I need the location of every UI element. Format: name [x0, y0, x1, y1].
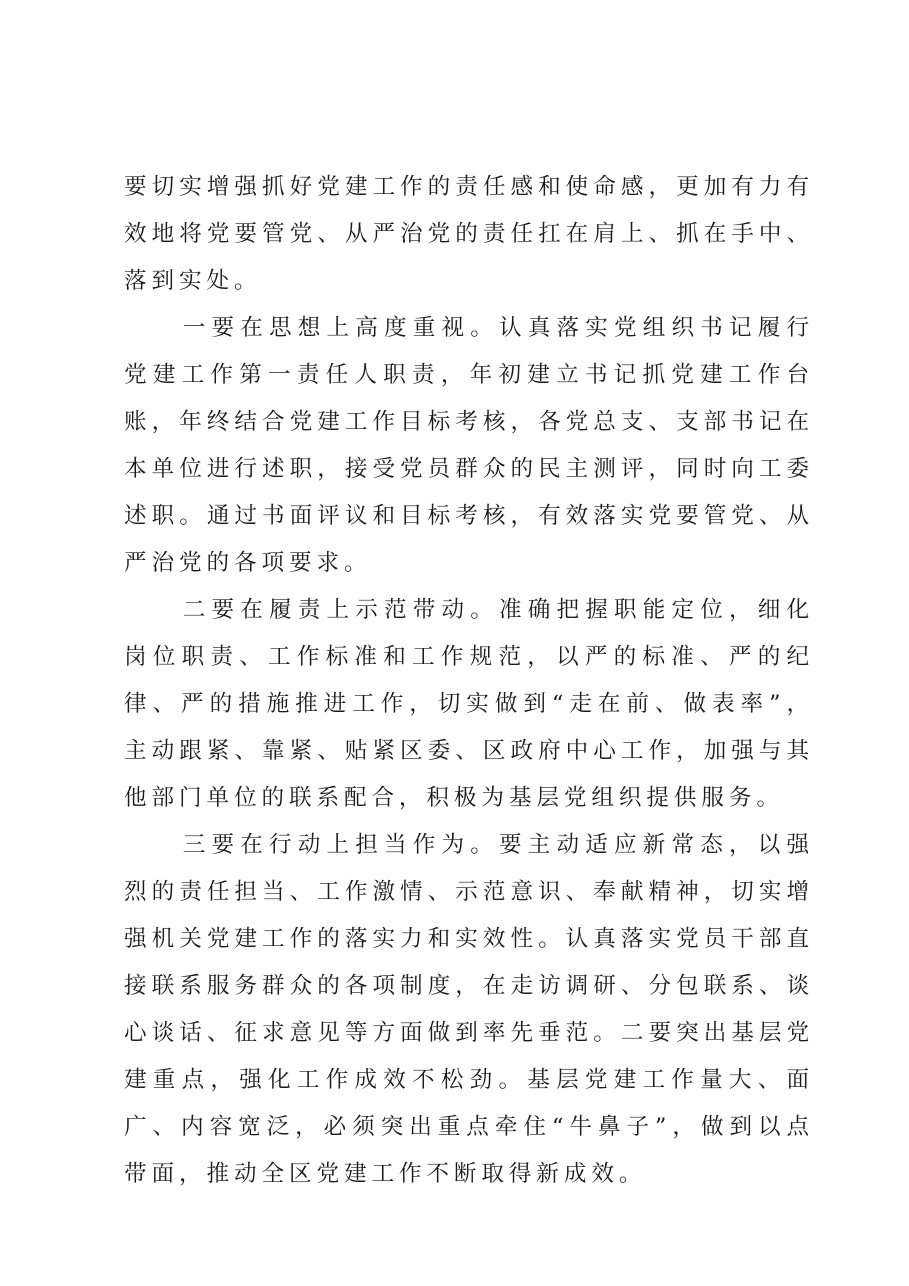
paragraph-3: 二要在履责上示范带动。准确把握职能定位，细化岗位职责、工作标准和工作规范，以严的标准、严的纪律、严的措施推进工作，切实做到“走在前、做表率”，主动跟紧、靠紧、贴紧区委、区政府中心工作，加强与其他部门单位的联系配合，积极为基层党组织提供服务。 — [124, 597, 814, 811]
paragraph-2: 一要在思想上高度重视。认真落实党组织书记履行党建工作第一责任人职责，年初建立书记抓党建工作台账，年终结合党建工作目标考核，各党总支、支部书记在本单位进行述职，接受党员群众的民主测评，同时向工委述职。通过书面评议和目标考核，有效落实党要管党、从严治党的各项要求。 — [124, 315, 814, 576]
paragraph-4: 三要在行动上担当作为。要主动适应新常态，以强烈的责任担当、工作激情、示范意识、奉献精神，切实增强机关党建工作的落实力和实效性。认真落实党员干部直接联系服务群众的各项制度，在走访调研、分包联系、谈心谈话、征求意见等方面做到率先垂范。二要突出基层党建重点，强化工作成效不松劲。基层党建工作量大、面广、内容宽泛，必须突出重点牵住“牛鼻子”，做到以点带面，推动全区党建工作不断取得新成效。 — [124, 832, 814, 1187]
paragraph-1: 要切实增强抓好党建工作的责任感和使命感，更加有力有效地将党要管党、从严治党的责任扛在肩上、抓在手中、落到实处。 — [124, 174, 814, 294]
document-body — [124, 164, 814, 1198]
